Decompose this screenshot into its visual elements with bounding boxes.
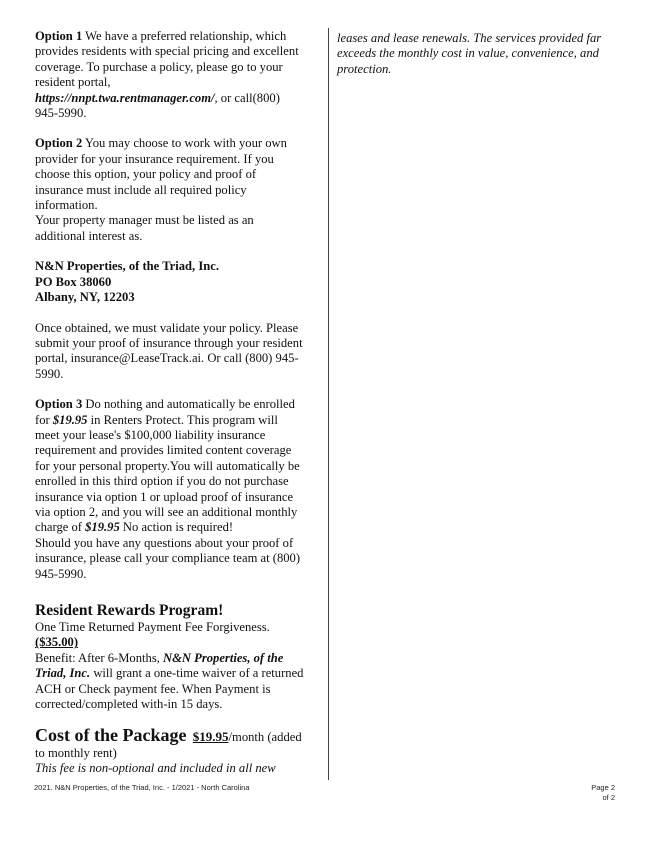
package-section bbox=[35, 725, 305, 776]
option-3-text-3: No action is required! bbox=[119, 520, 234, 535]
package-note: This fee is non-optional and included in all new bbox=[35, 761, 276, 776]
package-price: $19.95 bbox=[192, 729, 229, 745]
rewards-benefit bbox=[35, 651, 305, 713]
package-per: /month (added to monthly rent) bbox=[35, 730, 302, 760]
rewards-company: N&N Properties, of the Triad, Inc. bbox=[35, 650, 284, 681]
rewards-benefit-1: Benefit: After 6-Months, bbox=[35, 650, 164, 665]
option-2-text-2: Your property manager must be listed as an additional interest as. bbox=[35, 213, 254, 243]
mailing-address bbox=[35, 259, 305, 305]
resident-portal-link[interactable]: https://nnpt.twa.rentmanager.com/ bbox=[35, 90, 215, 105]
rewards-line-1: One Time Returned Payment Fee Forgiveness. bbox=[35, 620, 270, 634]
package-line bbox=[35, 725, 305, 761]
package-title: Cost of the Package bbox=[35, 725, 187, 746]
page-number-line-1: Page 2 bbox=[591, 783, 615, 792]
rewards-benefit-2: will grant a one-time waiver of a returned ACH or Check payment fee. When Payment is corrected/completed with-in 15 days. bbox=[35, 666, 304, 712]
option-1-tail: , or call(800) 945-5990. bbox=[35, 90, 280, 121]
option-3-text-4: Should you have any questions about your proof of insurance, please call your compliance team at (800) 945-5990. bbox=[35, 535, 301, 581]
page-number-line-2: of 2 bbox=[602, 793, 615, 802]
option-2-text: You may choose to work with your own provider for your insurance requirement. If you choose this option, your policy and proof of insurance must include all required policy information. bbox=[35, 136, 287, 213]
page-number bbox=[587, 783, 615, 803]
rewards-section bbox=[35, 602, 305, 712]
column-divider bbox=[328, 28, 329, 780]
option-1-paragraph bbox=[35, 29, 305, 121]
left-column bbox=[35, 29, 305, 777]
option-2-paragraph bbox=[35, 136, 305, 244]
footer-copyright: 2021. N&N Properties, of the Triad, Inc. - 1/2021 - North Carolina bbox=[34, 783, 250, 792]
option-3-price-1: $19.95 bbox=[52, 412, 88, 427]
validate-paragraph: Once obtained, we must validate your policy. Please submit your proof of insurance through your resident portal, insurance@LeaseTrack.ai. Or call (800) 945-5990. bbox=[35, 320, 303, 381]
option-3-paragraph bbox=[35, 397, 305, 582]
address-line-3: Albany, NY, 12203 bbox=[35, 290, 135, 305]
option-3-text-2: in Renters Protect. This program will meet your lease's $100,000 liability insurance requirement and provides limited content coverage for your personal property.You will automatically be enrolled in this third option if you do not purchase insurance via option 1 or upload proof of insurance via option 2, and you will see an additional monthly charge of bbox=[35, 412, 300, 535]
option-1-text: We have a preferred relationship, which provides residents with special pricing and excellent coverage. To purchase a policy, please go to your resident portal, bbox=[35, 29, 299, 90]
address-line-2: PO Box 38060 bbox=[35, 274, 112, 289]
option-2-label: Option 2 bbox=[35, 136, 83, 151]
rewards-amount: ($35.00) bbox=[35, 635, 79, 650]
right-column-text: leases and lease renewals. The services provided far exceeds the monthly cost in value, convenience, and protection. bbox=[337, 31, 602, 76]
option-3-text-1: Do nothing and automatically be enrolled for bbox=[35, 397, 295, 427]
rewards-title: Resident Rewards Program! bbox=[35, 602, 224, 619]
option-3-price-2: $19.95 bbox=[85, 520, 120, 535]
option-3-label: Option 3 bbox=[35, 397, 83, 412]
right-column bbox=[337, 31, 617, 77]
address-line-1: N&N Properties, of the Triad, Inc. bbox=[35, 259, 219, 274]
option-1-label: Option 1 bbox=[35, 29, 83, 43]
